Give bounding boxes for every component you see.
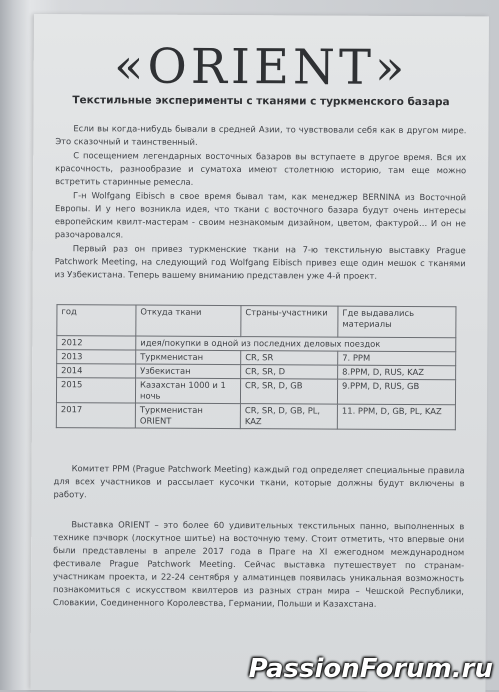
- cell-countries: CR, SR, D, GB, PL, KAZ: [240, 404, 337, 430]
- cell-origin: Туркменистан ORIENT: [135, 403, 240, 429]
- cell-countries: CR, SR, D, GB: [240, 379, 337, 405]
- poster-subtitle: Текстильные эксперименты с тканями с туркменского базара: [72, 94, 450, 109]
- intro-paragraph: С посещением легендарных восточных базаров вы вступаете в другое время. Вся их красочность, разнообразие и суматоха имеют столетнюю историю, там еще можно встретить старинные ремесла.: [55, 150, 467, 187]
- header-origin: Откуда ткани: [136, 305, 241, 337]
- cell-year: 2013: [57, 350, 136, 364]
- cell-where: 7. PPM: [338, 351, 456, 366]
- committee-paragraph: Комитет PPM (Prague Patchwork Meeting) каждый год определяет специальные правила для всех участников и рассылает кусочки ткани, которые должны будут включены в работу.: [53, 463, 465, 500]
- poster-title: «ORIENT»: [113, 38, 409, 96]
- intro-paragraph: Первый раз он привез туркменские ткани на 7-ю текстильную выставку Prague Patchwork Meeting, на следующий год Wolfgang Eibisch привез еще один мешок с тканями из Узбекистана. Теперь вашему вниманию представлен уже 4-й проект.: [54, 243, 466, 281]
- exhibition-text: [53, 518, 464, 612]
- cell-origin: Казахстан 1000 и 1 ночь: [135, 378, 240, 404]
- projects-table: [56, 304, 457, 430]
- poster-sheet: [30, 14, 489, 692]
- site-watermark: PassionForum.ru: [248, 654, 493, 684]
- intro-text: [55, 122, 467, 284]
- header-where: Где выдавались материалы: [338, 306, 456, 338]
- intro-paragraph: Если вы когда-нибудь бывали в средней Азии, то чувствовали себя как в другом мире. Это сказочный и таинственный.: [55, 123, 467, 147]
- cell-year: 2012: [57, 336, 136, 350]
- cell-countries: CR, SR, D: [241, 365, 338, 380]
- exhibition-paragraph: Выставка ORIENT – это более 60 удивительных текстильных панно, выполненных в технике пэчворк (лоскутное шитье) на восточную тему. Стоит отметить, что впервые они были представлены в апреле 2017 года в Праге на XI ежегодном международном фестивале Prague Patchwork Meeting. Сейчас выставка путешествует по странам-участникам проекта, и 22-24 сентября у алматинцев появилась уникальная возможность познакомиться с искусством квилтеров из разных стран мира – Чешской Республики, Словакии, Соединенного Королевства, Германии, Польши и Казахстана.: [52, 519, 465, 609]
- cell-where: 9.PPM, D, RUS, GB: [337, 379, 455, 405]
- cell-origin: Туркменистан: [136, 350, 241, 365]
- cell-where: 11. PPM, D, GB, PL, KAZ: [337, 404, 455, 430]
- cell-countries: CR, SR: [241, 351, 338, 366]
- cell-year: 2015: [56, 378, 135, 403]
- table-row: [56, 378, 455, 405]
- intro-paragraph: Г-н Wolfgang Eibisch в свое время бывал там, как менеджер BERNINA из Восточной Европы. И у него возникла идея, что ткани с восточного базара будут очень интересы европейским квилт-мастерам - своим незнакомым дизайном, цветом, фактурой… И он не разочаровался.: [54, 190, 467, 240]
- cell-idea: идея/покупки в одной из последних деловых поездок: [136, 336, 456, 352]
- cell-where: 8.PPM, D, RUS, KAZ: [338, 365, 456, 380]
- table-row: [56, 403, 455, 430]
- header-countries: Страны-участники: [241, 306, 338, 338]
- header-year: год: [57, 305, 136, 336]
- committee-text: [53, 462, 464, 504]
- cell-year: 2014: [57, 364, 136, 378]
- table-header-row: [57, 305, 456, 338]
- cell-year: 2017: [56, 403, 135, 428]
- cell-origin: Узбекистан: [136, 364, 241, 379]
